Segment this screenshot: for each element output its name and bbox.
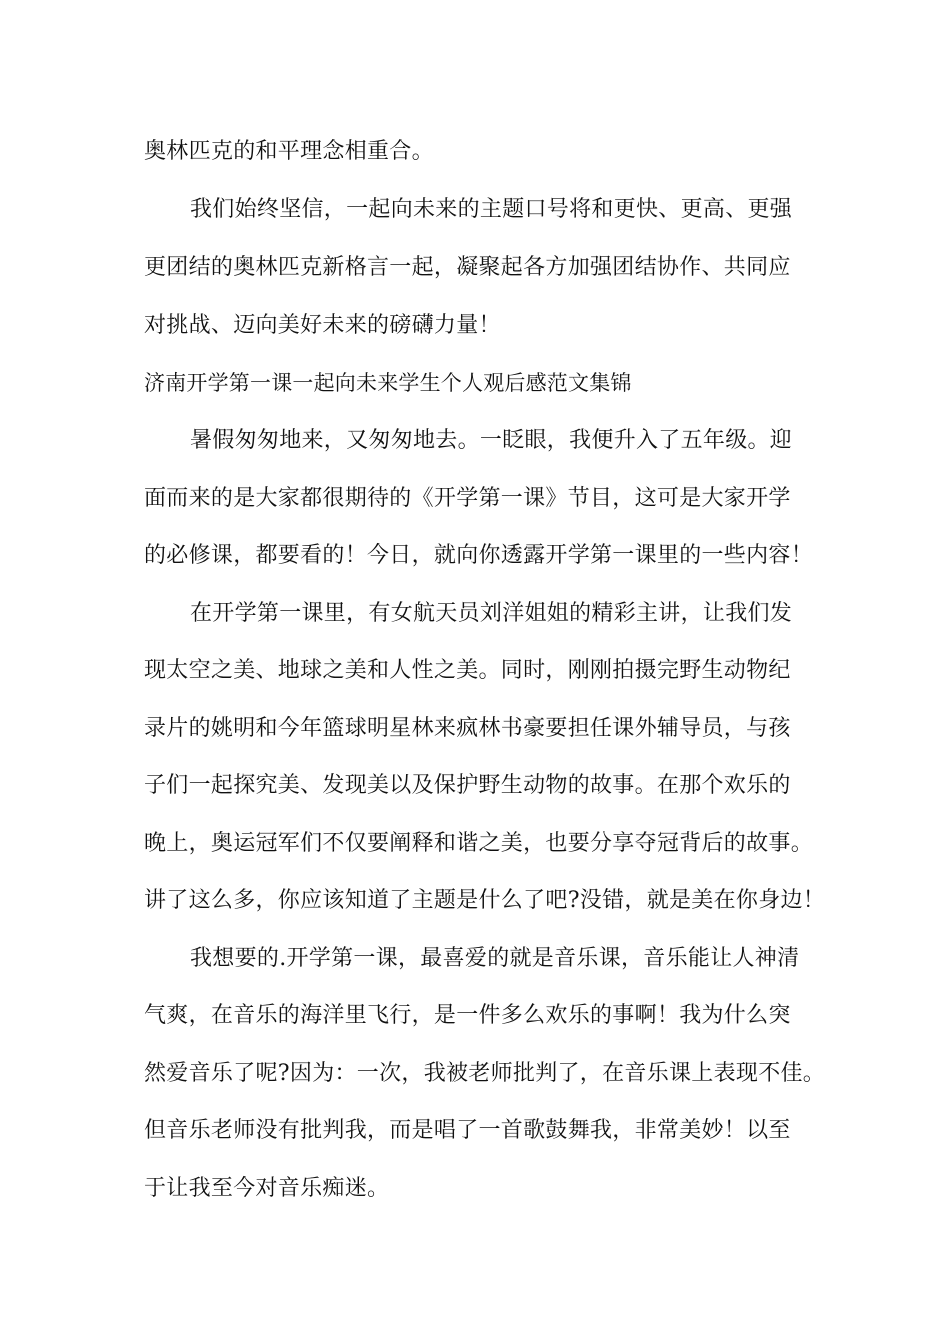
text-line: 讲了这么多，你应该知道了主题是什么了吧?没错，就是美在你身边！ — [144, 888, 826, 913]
text-line: 录片的姚明和今年篮球明星林来疯林书豪要担任课外辅导员，与孩 — [144, 716, 791, 741]
text-line: 晚上，奥运冠军们不仅要阐释和谐之美，也要分享夺冠背后的故事。 — [144, 831, 814, 856]
text-line: 于让我至今对音乐痴迷。 — [144, 1176, 390, 1201]
text-line: 现太空之美、地球之美和人性之美。同时，刚刚拍摄完野生动物纪 — [144, 658, 791, 683]
paragraph-first-line: 我们始终坚信，一起向未来的主题口号将和更快、更高、更强 — [190, 197, 793, 222]
text-line: 但音乐老师没有批判我，而是唱了一首歌鼓舞我，非常美妙！以至 — [144, 1118, 791, 1143]
text-line: 面而来的是大家都很期待的《开学第一课》节目，这可是大家开学 — [144, 486, 791, 511]
text-line: 气爽，在音乐的海洋里飞行，是一件多么欢乐的事啊！我为什么突 — [144, 1003, 791, 1028]
paragraph-first-line: 我想要的.开学第一课，最喜爱的就是音乐课，音乐能让人神清 — [190, 946, 800, 971]
section-heading: 济南开学第一课一起向未来学生个人观后感范文集锦 — [144, 371, 632, 395]
paragraph-first-line: 暑假匆匆地来，又匆匆地去。一眨眼，我便升入了五年级。迎 — [190, 428, 793, 453]
text-line: 对挑战、迈向美好未来的磅礴力量！ — [144, 313, 501, 338]
paragraph-first-line: 在开学第一课里，有女航天员刘洋姐姐的精彩主讲，让我们发 — [190, 601, 793, 626]
text-line: 然爱音乐了呢?因为：一次，我被老师批判了，在音乐课上表现不佳。 — [144, 1061, 826, 1086]
text-line: 子们一起探究美、发现美以及保护野生动物的故事。在那个欢乐的 — [144, 773, 791, 798]
text-line: 的必修课，都要看的！今日，就向你透露开学第一课里的一些内容！ — [144, 543, 814, 568]
text-line: 更团结的奥林匹克新格言一起，凝聚起各方加强团结协作、共同应 — [144, 255, 791, 280]
text-line: 奥林匹克的和平理念相重合。 — [144, 139, 434, 164]
